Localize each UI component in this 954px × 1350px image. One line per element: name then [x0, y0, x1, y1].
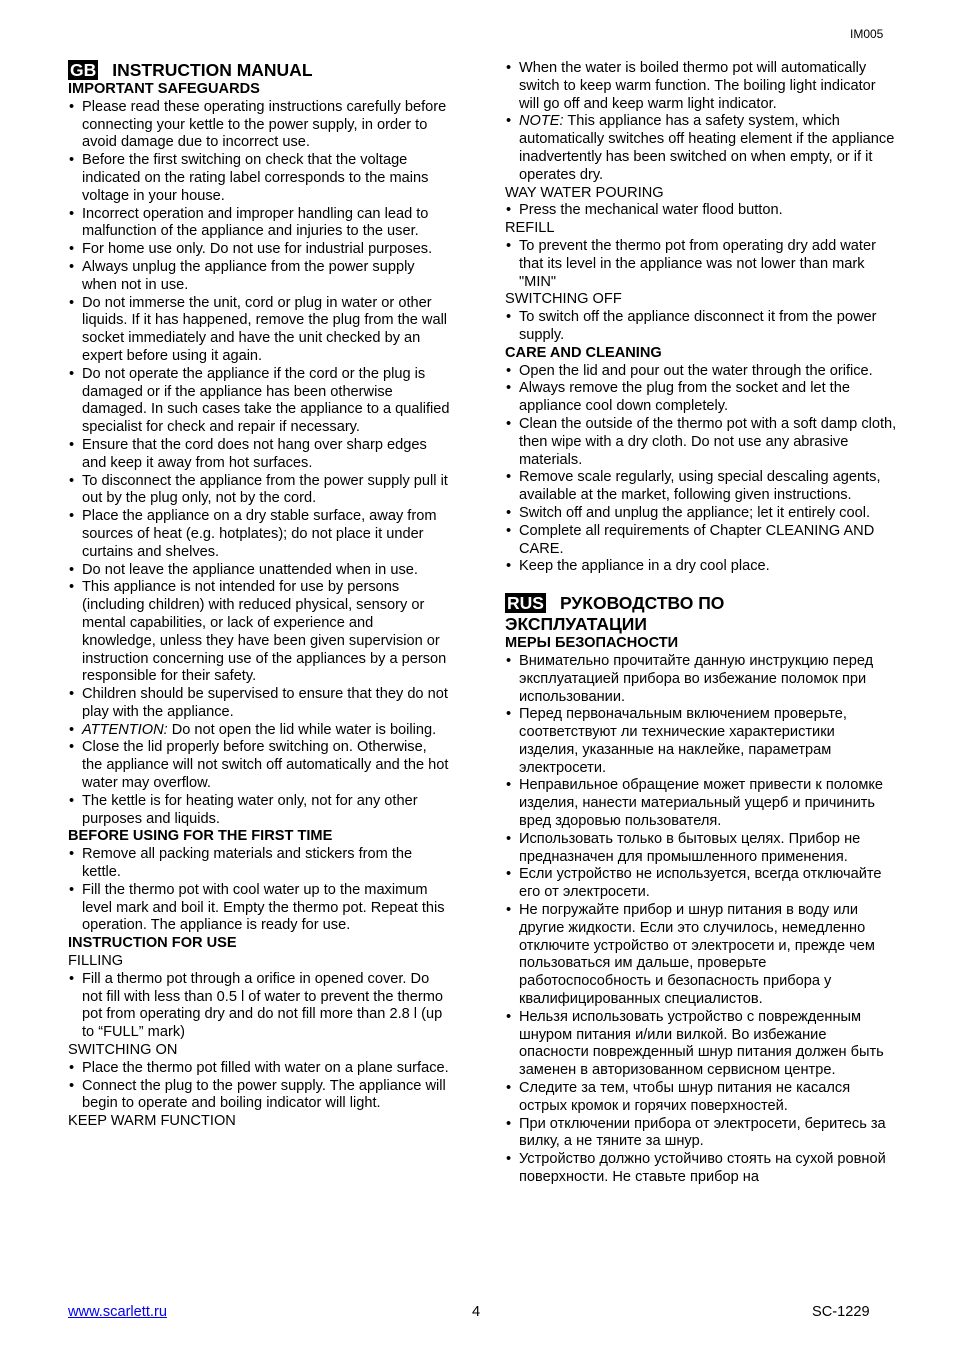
list-item: • Неправильное обращение может привести к поломке изделия, нанести материальный ущерб и причинить вред здоровью пользователя.	[505, 777, 897, 830]
keep-warm-label: KEEP WARM FUNCTION	[68, 1113, 236, 1130]
list-item: • To switch off the appliance disconnect it from the power supply.	[505, 309, 897, 345]
right-column	[505, 60, 897, 1187]
list-item: • To prevent the thermo pot from operating dry add water that its level in the appliance was not lower than mark "MIN"	[505, 238, 897, 291]
list-item: • Switch off and unplug the appliance; let it entirely cool.	[505, 505, 897, 523]
note-list	[505, 113, 897, 184]
keep-warm-list	[505, 60, 897, 113]
list-item: • Устройство должно устойчиво стоять на сухой ровной поверхности. Не ставьте прибор на	[505, 1151, 897, 1187]
language-tag-rus: RUS	[507, 593, 544, 614]
pouring-label: WAY WATER POURING	[505, 184, 664, 201]
section-spacer	[505, 576, 897, 593]
list-item: • Open the lid and pour out the water through the orifice.	[505, 363, 897, 381]
list-item: • To disconnect the appliance from the power supply pull it out by the plug only, not by the cord.	[68, 473, 450, 509]
list-item: • Place the thermo pot filled with water on a plane surface.	[68, 1060, 450, 1078]
list-item: • Always unplug the appliance from the power supply when not in use.	[68, 259, 450, 295]
list-item: • Children should be supervised to ensure that they do not play with the appliance.	[68, 686, 450, 722]
filling-list	[68, 971, 450, 1042]
care-heading: CARE AND CLEANING	[505, 344, 662, 361]
first-time-heading: BEFORE USING FOR THE FIRST TIME	[68, 828, 333, 845]
ru-safety-list	[505, 653, 897, 1187]
list-item: • Внимательно прочитайте данную инструкцию перед эксплуатацией прибора во избежание поломок при использовании.	[505, 653, 897, 706]
list-item: • Always remove the plug from the socket and let the appliance cool down completely.	[505, 380, 897, 416]
left-column	[68, 60, 450, 1131]
list-item: • Incorrect operation and improper handling can lead to malfunction of the appliance and injuries to the user.	[68, 206, 450, 242]
page-number: 4	[472, 1304, 481, 1320]
list-item: • Please read these operating instructions carefully before connecting your kettle to the power supply, in order to avoid damage due to incorrect use.	[68, 99, 450, 152]
language-tag-gb: GB	[70, 60, 97, 80]
list-item: • Complete all requirements of Chapter CLEANING AND CARE.	[505, 523, 897, 559]
attention-text: Do not open the lid while water is boiling.	[167, 721, 437, 738]
list-item: • Do not leave the appliance unattended when in use.	[68, 562, 450, 580]
safeguards-tail-list	[68, 739, 450, 828]
list-item: • Place the appliance on a dry stable surface, away from sources of heat (e.g. hotplates); do not place it under curtains and shelves.	[68, 508, 450, 561]
list-item: • Clean the outside of the thermo pot with a soft damp cloth, then wipe with a dry cloth. Do not use any abrasive materials.	[505, 416, 897, 469]
list-item: • Следите за тем, чтобы шнур питания не касался острых кромок и горячих поверхностей.	[505, 1080, 897, 1116]
section-title-ru	[505, 593, 897, 614]
list-item: • Если устройство не используется, всегда отключайте его от электросети.	[505, 866, 897, 902]
list-item: • Перед первоначальным включением проверьте, соответствуют ли технические характеристики изделия, указанные на наклейке, параметрам электросети.	[505, 706, 897, 777]
refill-list	[505, 238, 897, 291]
list-item: • Press the mechanical water flood button.	[505, 202, 897, 220]
attention-label: ATTENTION:	[82, 721, 168, 738]
list-item: • The kettle is for heating water only, not for any other purposes and liquids.	[68, 793, 450, 829]
attention-item	[68, 722, 450, 740]
list-item: • При отключении прибора от электросети, беритесь за вилку, а не тяните за шнур.	[505, 1116, 897, 1152]
list-item: • For home use only. Do not use for industrial purposes.	[68, 241, 450, 259]
ru-title-line-1: РУКОВОДСТВО ПО	[559, 593, 725, 614]
switching-off-label: SWITCHING OFF	[505, 291, 622, 308]
list-item: • Before the first switching on check that the voltage indicated on the rating label corresponds to the mains voltage in your house.	[68, 152, 450, 205]
list-item: • Keep the appliance in a dry cool place.	[505, 558, 897, 576]
website-link[interactable]: www.scarlett.ru	[68, 1304, 167, 1320]
safeguards-list	[68, 99, 450, 722]
switching-on-list	[68, 1060, 450, 1113]
care-list	[505, 363, 897, 577]
model-number: SC-1229	[812, 1304, 870, 1320]
list-item: • Использовать только в бытовых целях. Прибор не предназначен для промышленного применения.	[505, 831, 897, 867]
list-item: • Ensure that the cord does not hang over sharp edges and keep it away from hot surfaces.	[68, 437, 450, 473]
use-heading: INSTRUCTION FOR USE	[68, 935, 237, 952]
list-item: • Connect the plug to the power supply. The appliance will begin to operate and boiling indicator will light.	[68, 1078, 450, 1114]
list-item: • When the water is boiled thermo pot will automatically switch to keep warm function. The boiling light indicator will go off and keep warm light indicator.	[505, 60, 897, 113]
list-item: • Fill a thermo pot through a orifice in opened cover. Do not fill with less than 0.5 l of water to prevent the thermo pot from operating dry and do not fill more than 2.8 l (up to “FULL” mark)	[68, 971, 450, 1042]
safeguards-heading: IMPORTANT SAFEGUARDS	[68, 81, 260, 97]
manual-title: INSTRUCTION MANUAL	[112, 60, 313, 80]
document-code: IM005	[850, 27, 884, 41]
list-item: • Fill the thermo pot with cool water up to the maximum level mark and boil it. Empty the thermo pot. Repeat this operation. The appliance is ready for use.	[68, 882, 450, 935]
list-item: • This appliance is not intended for use by persons (including children) with reduced physical, sensory or mental capabilities, or lack of experience and knowledge, unless they have been given supervision or instruction concerning use of the appliances by a person responsible for their safety.	[68, 579, 450, 686]
list-item: • Remove scale regularly, using special descaling agents, available at the market, following given instructions.	[505, 469, 897, 505]
list-item: • Нельзя использовать устройство с поврежденным шнуром питания и/или вилкой. Во избежание опасности поврежденный шнур питания должен быть заменен в авторизованном сервисном центре.	[505, 1009, 897, 1080]
first-time-list	[68, 846, 450, 935]
ru-title-line-2: ЭКСПЛУАТАЦИИ	[505, 614, 647, 635]
ru-safety-heading: МЕРЫ БЕЗОПАСНОСТИ	[505, 635, 679, 652]
list-item: • Do not immerse the unit, cord or plug in water or other liquids. If it has happened, remove the plug from the wall socket immediately and have the unit checked by an expert before using it again.	[68, 295, 450, 366]
attention-list	[68, 722, 450, 740]
refill-label: REFILL	[505, 220, 555, 237]
filling-label: FILLING	[68, 953, 124, 970]
list-item: • Close the lid properly before switching on. Otherwise, the appliance will not switch off automatically and the hot water may overflow.	[68, 739, 450, 792]
list-item: • Remove all packing materials and stickers from the kettle.	[68, 846, 450, 882]
note-text: This appliance has a safety system, which automatically switches off heating element if the appliance inadvertently has been switched on when empty, or if it operates dry.	[519, 113, 895, 183]
list-item: • Не погружайте прибор и шнур питания в воду или другие жидкости. Если это случилось, немедленно отключите устройство от электросети и, прежде чем пользоваться им дальше, проверьте работоспособность и безопасность прибора у квалифицированных специалистов.	[505, 902, 897, 1009]
pouring-list	[505, 202, 897, 220]
section-title-en	[68, 60, 450, 81]
note-item	[505, 113, 897, 184]
note-label: NOTE:	[519, 113, 564, 130]
switching-on-label: SWITCHING ON	[68, 1042, 178, 1059]
list-item: • Do not operate the appliance if the cord or the plug is damaged or if the appliance has been otherwise damaged. In such cases take the appliance to a qualified specialist for check and repair if necessary.	[68, 366, 450, 437]
switching-off-list	[505, 309, 897, 345]
